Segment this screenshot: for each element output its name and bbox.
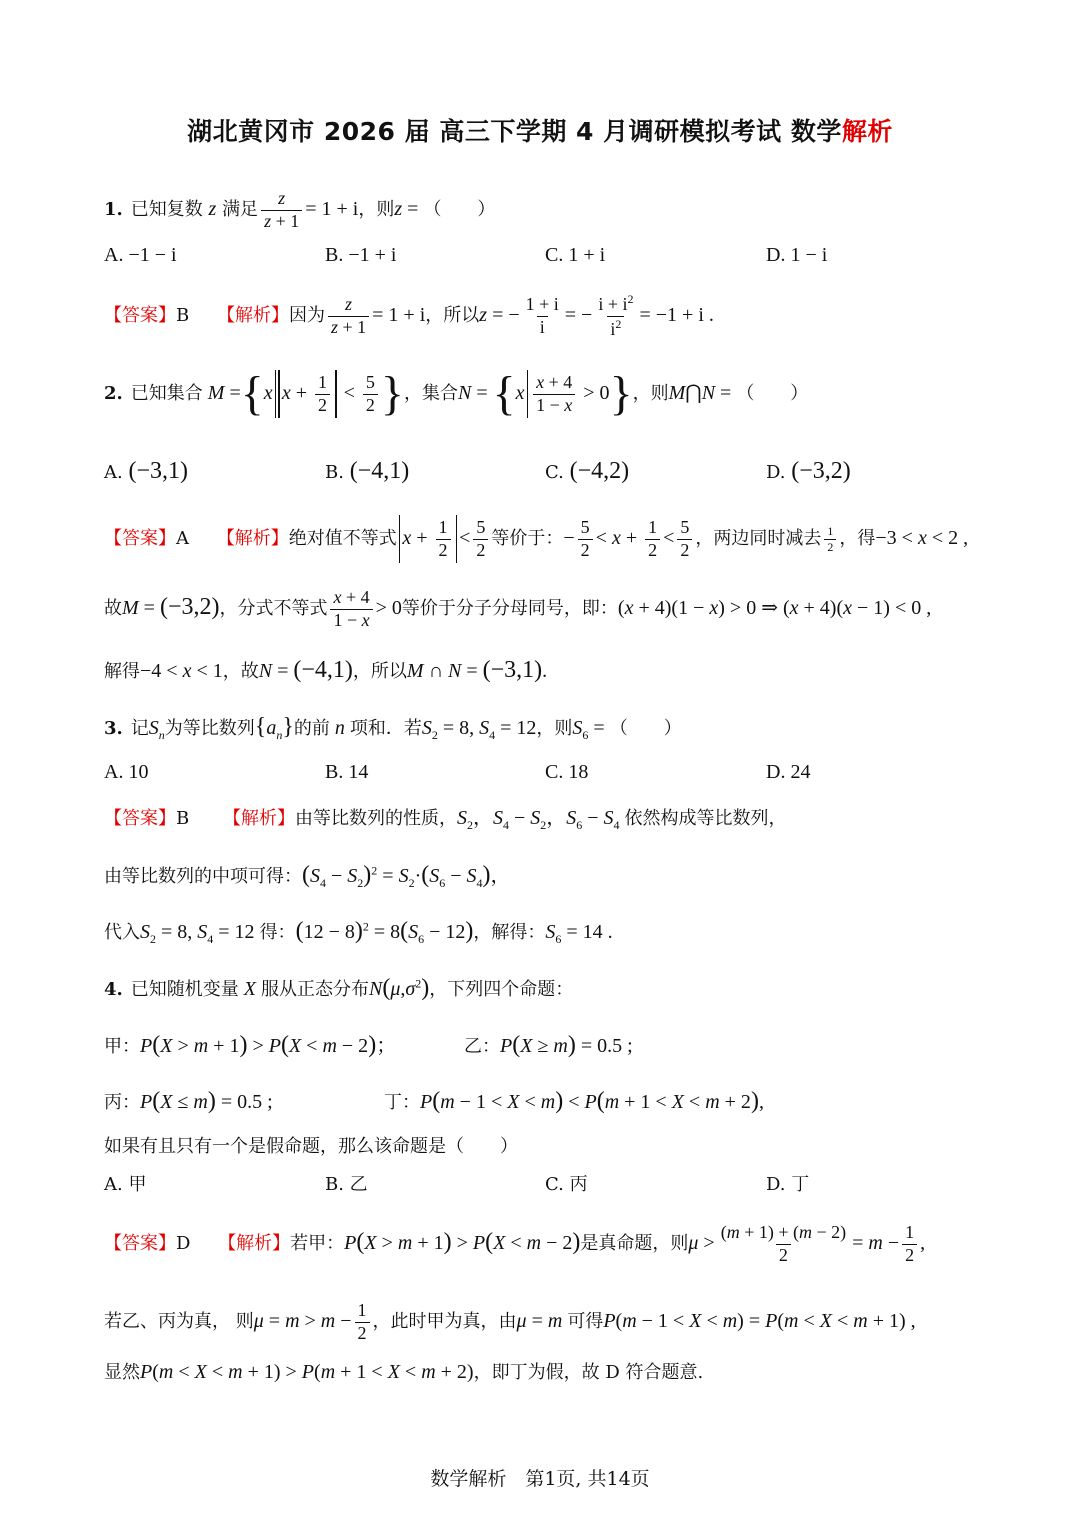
q3-option-a: A. 10 [104,761,149,783]
q3-stem-text: 的前 [293,718,330,739]
q4-solution-line2: 若乙、丙为真， 则μ = m > m − $\frac{1}{2}$ ，此时甲为真，由μ = m 可得P(m − 1 < X < m) = P(m < X < m + 1) , [104,1300,916,1343]
q1-stem-text: （ ） [423,199,496,221]
q1-solution-text: 因为 [288,305,325,327]
q2-solution-line3: 解得−4 < x < 1，故N = (−4,1)，所以M ∩ N = (−3,1). [104,657,548,683]
q1-number: 1. [104,199,123,221]
q4-option-d: D. 丁 [766,1174,810,1195]
q2-option-a-label: A. [104,462,123,483]
q2-solution-text: ，故 [222,661,259,682]
q4-solution-text: ，即丁为假，故 D 符合题意. [473,1362,704,1383]
q4-solution-text: 若乙、丙为真， 则 [104,1311,254,1333]
q4-solution-text: 显然 [104,1362,140,1383]
q2-option-b-label: B. [325,462,344,483]
q2-solution-text: 等价于： [491,528,564,549]
q4-solution-text: 可得 [567,1311,604,1333]
q4-question-text: 如果有且只有一个是假命题，那么该命题是（ ） [104,1136,518,1157]
q4-number: 4. [104,979,123,1000]
q3-stem-text: （ ） [609,718,682,739]
q4-stem: 4. 已知随机变量 X 服从正态分布$N(\mu,\sigma^2)$，下列四个命题： [104,975,574,1001]
answer-tag: 【答案】 [104,305,176,327]
q3-option-b: B. 14 [325,761,369,783]
q3-answer: B [176,808,190,829]
q2-option-d-label: D. [766,462,786,483]
q1-solution-text: ，所以 [425,305,480,327]
q1-answer: B [176,305,190,327]
title-main: 湖北黄冈市 2026 届 高三下学期 4 月调研模拟考试 数学 [187,117,842,146]
q2-answer: A [176,528,189,549]
q3-solution-line2: 由等比数列的中项可得：$(S_4 - S_2)^2 = S_2\cdot(S_6 - S_4)$， [104,862,511,890]
q1-option-b: B. −1 + i [325,244,397,266]
answer-tag: 【答案】 [104,1233,176,1255]
q4-stem-text: 服从正态分布 [261,979,370,1000]
q4-label-ding: 丁： [384,1092,420,1113]
q3-stem-text: 记 [130,718,149,739]
solution-tag: 【解析】 [218,1233,291,1255]
q4-solution-text: 是真命题，则 [580,1233,689,1255]
q2-solution-text: 解得 [104,661,140,682]
q3-stem-text: 为等比数列 [164,718,255,739]
q3-solution-text: 由等比数列的中项可得： [104,866,302,887]
q2-option-d: (−3,2) [791,458,851,484]
q2-stem-text: 已知集合 [130,383,203,404]
q3-stem: 3. 记$S_n$为等比数列$\{a_n\}$的前 n 项和．若$S_2 = 8$, $S_4 = 12$，则$S_6$ = （ ） [104,714,682,742]
q1-stem-text: 已知复数 [130,199,203,221]
q2-option-b: (−4,1) [349,458,410,484]
q4-propositions-2: 丙：P(X ≤ m) = 0.5 ; 丁：P(m − 1 < X < m) < P(m + 1 < X < m + 2), [104,1088,764,1114]
q2-solution-text: 等价于分子分母同号，即： [401,598,618,620]
title-highlight: 解析 [841,117,893,146]
q2-solution-text: 故 [104,598,122,620]
q1-stem-text: ，则 [358,199,395,221]
q1-stem: 1. 已知复数 z 满足 $\frac{z}{z + 1}$ = 1 + i，则z = （ ） [104,188,496,231]
q3-stem-text: 项和．若 [349,718,422,739]
q2-solution-text: 绝对值不等式 [288,528,397,549]
q4-option-a: A. 甲 [104,1174,147,1195]
q2-solution-text: ，所以 [352,661,407,682]
q4-label-jia: 甲： [104,1036,140,1057]
q3-number: 3. [104,718,123,739]
q2-stem-text: ，则 [632,383,669,404]
q4-solution-line3: 显然P(m < X < m + 1) > P(m + 1 < X < m + 2)，即丁为假，故 D 符合题意. [104,1361,704,1383]
q1-stem-text: 满足 [222,199,259,221]
q1-option-c: C. 1 + i [545,244,606,266]
q4-question [104,1136,980,1159]
q3-solution-text: 由等比数列的性质， [294,808,457,829]
q2-option-a: (−3,1) [128,458,188,484]
q1-option-a: A. −1 − i [104,244,177,266]
q2-stem: 2. 已知集合 M ={x x + $\frac{1}{2}$ < $\frac{5}{2}$ }，集合N = {x $\frac{x + 4}{1 - x}$ > 0}，则M⋂N = （ ） [104,367,809,420]
q3-solution-line3: 代入$S_2 = 8$, $S_4 = 12$ 得：$(12 - 8)^2 = 8(S_6 - 12)$，解得：$S_6 = 14$ . [104,918,613,946]
q3-solution-line1: 【答案】B 【解析】由等比数列的性质，$S_2$，$S_4 - S_2$，$S_6 - S_4$ 依然构成等比数列， [104,807,787,832]
page-footer: 数学解析 第1页, 共14页 [430,1468,650,1490]
page-title [0,112,1080,148]
q2-option-c-label: C. [545,462,564,483]
q3-solution-text: 代入 [104,922,140,943]
q1-fraction: $\frac{z}{z + 1}$ [261,188,302,232]
q3-solution-text: 得： [259,922,296,943]
q2-solution-text: ，两边同时减去 [695,528,822,549]
q4-solution-line1: 【答案】D 【解析】若甲：P(X > m + 1) > P(X < m − 2)是真命题，则μ > $\frac{(m + 1) + (m - 2)}{2}$ = m − $\frac{1}{2}$ , [104,1222,926,1265]
q4-solution-text: ，此时甲为真，由 [372,1311,517,1333]
solution-tag: 【解析】 [216,528,289,549]
q4-stem-text: ，下列四个命题： [429,979,574,1000]
q2-option-c: (−4,2) [569,458,630,484]
q3-option-c: C. 18 [545,761,589,783]
q4-solution-text: 若甲： [290,1233,345,1255]
q2-solution-text: ，分式不等式 [219,598,328,620]
q1-solution: 【答案】B 【解析】因为 $\frac{z}{z + 1}$ = 1 + i，所以z = − $\frac{1 + i}{i}$ = − $\frac{i + i^2}{i^2}$ = −1 + i . [104,292,714,339]
answer-tag: 【答案】 [104,528,176,549]
q4-stem-text: 已知随机变量 [130,979,239,1000]
q2-number: 2. [104,383,123,404]
q3-stem-text: ，则 [536,718,573,739]
q3-option-d: D. 24 [766,761,811,783]
q4-option-b: B. 乙 [325,1174,368,1195]
q4-propositions-1: 甲：P(X > m + 1) > P(X < m − 2)； 乙：P(X ≥ m) = 0.5 ; [104,1032,633,1058]
q4-label-yi: 乙： [464,1036,500,1057]
q2-solution-line1: 【答案】A 【解析】绝对值不等式 x + $\frac{1}{2}$ < $\frac{5}{2}$ 等价于：− $\frac{5}{2}$ < x + $\frac{1}{2}$ < $\frac{5}{2}$ ，两边同时减去 $\frac{1}{2}$ ，得−3 < x < 2 , [104,515,980,563]
q1-option-d: D. 1 − i [766,244,828,266]
answer-tag: 【答案】 [104,808,176,829]
q4-option-c: C. 丙 [545,1174,588,1195]
q2-stem-text: ，集合 [403,383,458,404]
q4-answer: D [176,1233,191,1255]
solution-tag: 【解析】 [216,305,289,327]
q3-solution-text: ，解得： [473,922,546,943]
q2-stem-text: （ ） [736,383,809,404]
q2-solution-text: ，得 [839,528,876,549]
q4-label-bing: 丙： [104,1092,140,1113]
solution-tag: 【解析】 [222,808,295,829]
q3-solution-text: 依然构成等比数列， [624,808,787,829]
q2-solution-line2: 故M = (−3,2)，分式不等式 $\frac{x + 4}{1 - x}$ > 0等价于分子分母同号，即：(x + 4)(1 − x) > 0 ⇒ (x + 4)(x − 1) < 0 , [104,587,932,630]
